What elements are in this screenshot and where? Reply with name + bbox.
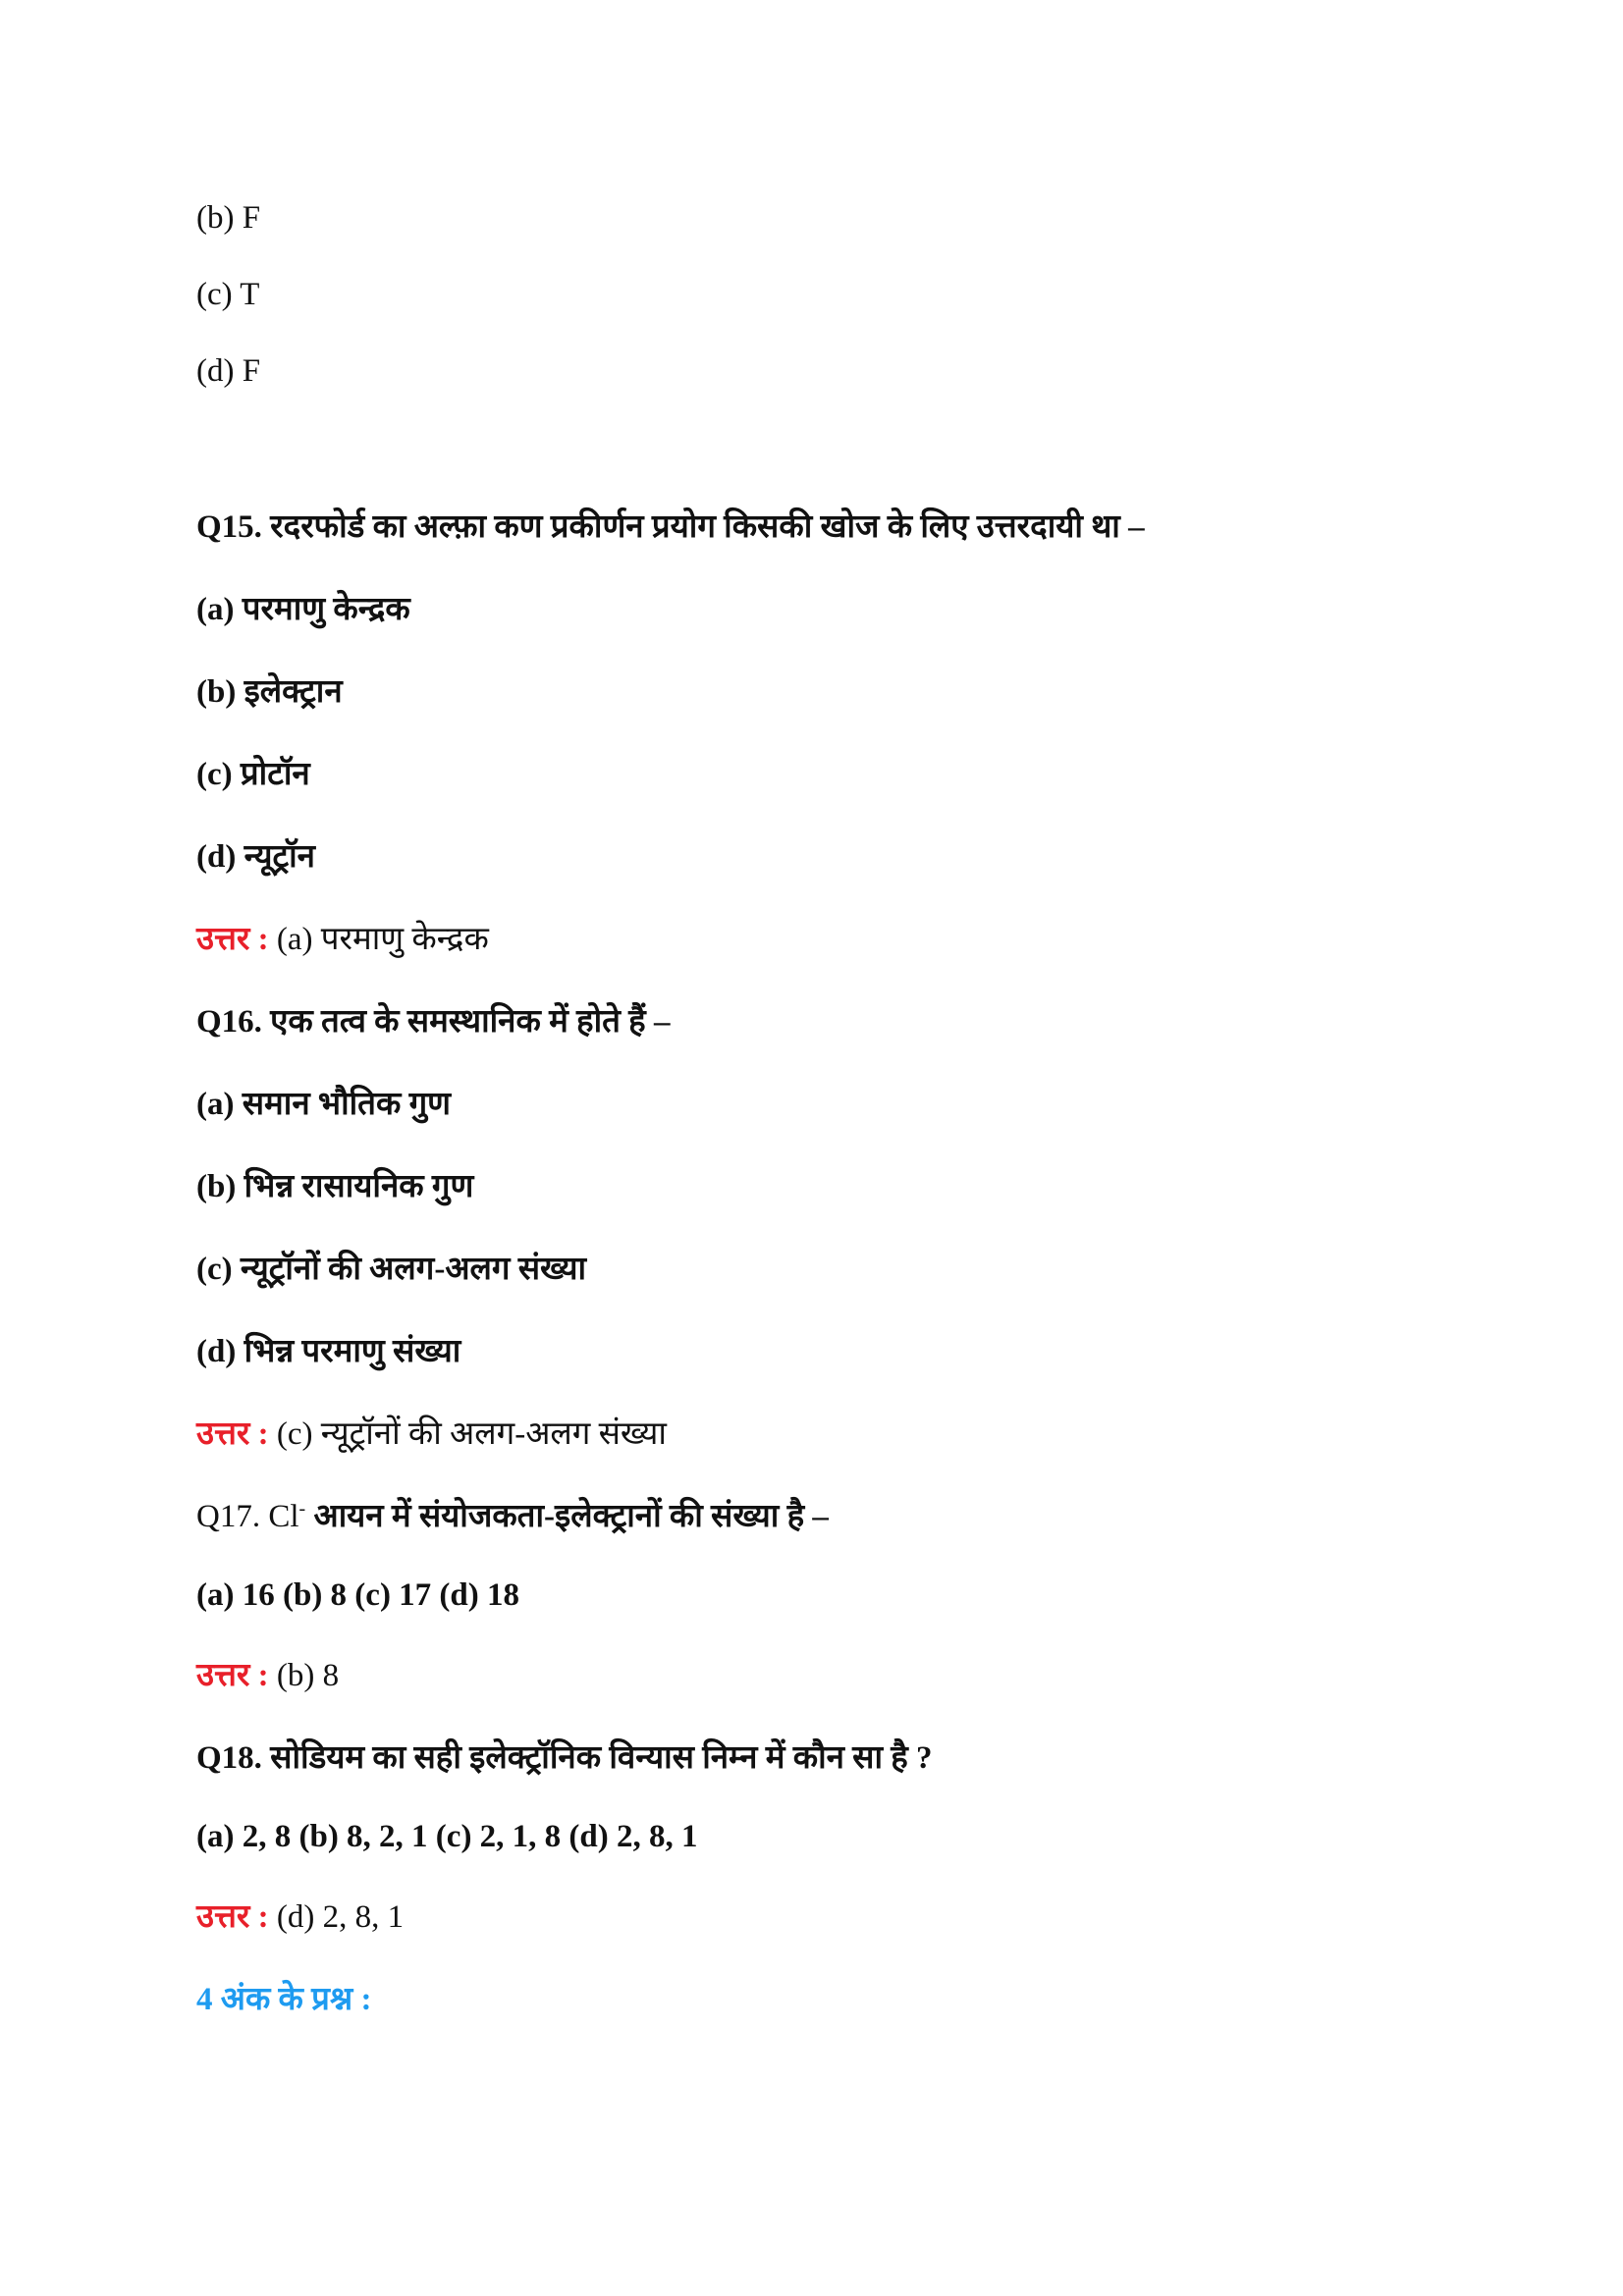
q15-answer-label: उत्तर :	[196, 922, 269, 957]
q16-question: Q16. एक तत्व के समस्थानिक में होते हैं –	[196, 1004, 671, 1040]
q18-options: (a) 2, 8 (b) 8, 2, 1 (c) 2, 1, 8 (d) 2, 8, 1	[196, 1819, 698, 1854]
q15-answer-text: (a) परमाणु केन्द्रक	[276, 922, 489, 957]
q17-question	[196, 1497, 829, 1536]
prev-option-b: (b) F	[196, 200, 261, 236]
q18-question: Q18. सोडियम का सही इलेक्ट्रॉनिक विन्यास निम्न में कौन सा है ?	[196, 1740, 933, 1776]
q17-options: (a) 16 (b) 8 (c) 17 (d) 18	[196, 1577, 520, 1613]
q15-option-c: (c) प्रोटॉन	[196, 757, 310, 792]
q16-answer-label: उत्तर :	[196, 1416, 269, 1452]
section-heading: 4 अंक के प्रश्न :	[196, 1982, 372, 2017]
q18-answer-text: (d) 2, 8, 1	[276, 1899, 405, 1935]
q15-option-d: (d) न्यूट्रॉन	[196, 839, 315, 875]
q17-answer	[196, 1656, 339, 1695]
q17-answer-text: (b) 8	[276, 1658, 340, 1693]
q15-answer	[196, 920, 489, 959]
q16-option-c: (c) न्यूट्रॉनों की अलग-अलग संख्या	[196, 1252, 587, 1287]
q16-answer-text: (c) न्यूट्रॉनों की अलग-अलग संख्या	[276, 1416, 667, 1452]
prev-option-c: (c) T	[196, 277, 260, 312]
q17-question-suffix: आयन में संयोजकता-इलेक्ट्रानों की संख्या है –	[305, 1499, 829, 1534]
q17-question-sup: -	[298, 1498, 306, 1520]
q17-question-prefix: Q17. Cl	[196, 1499, 299, 1534]
q18-answer	[196, 1897, 404, 1937]
q16-option-b: (b) भिन्न रासायनिक गुण	[196, 1169, 474, 1204]
q15-option-a: (a) परमाणु केन्द्रक	[196, 592, 410, 627]
q16-answer	[196, 1415, 667, 1454]
q15-question: Q15. रदरफोर्ड का अल्फ़ा कण प्रकीर्णन प्रयोग किसकी खोज के लिए उत्तरदायी था –	[196, 509, 1145, 545]
q17-answer-label: उत्तर :	[196, 1658, 269, 1693]
q15-option-b: (b) इलेक्ट्रान	[196, 674, 343, 710]
q16-option-a: (a) समान भौतिक गुण	[196, 1087, 452, 1122]
q16-option-d: (d) भिन्न परमाणु संख्या	[196, 1334, 461, 1369]
q18-answer-label: उत्तर :	[196, 1899, 269, 1935]
prev-option-d: (d) F	[196, 353, 261, 389]
